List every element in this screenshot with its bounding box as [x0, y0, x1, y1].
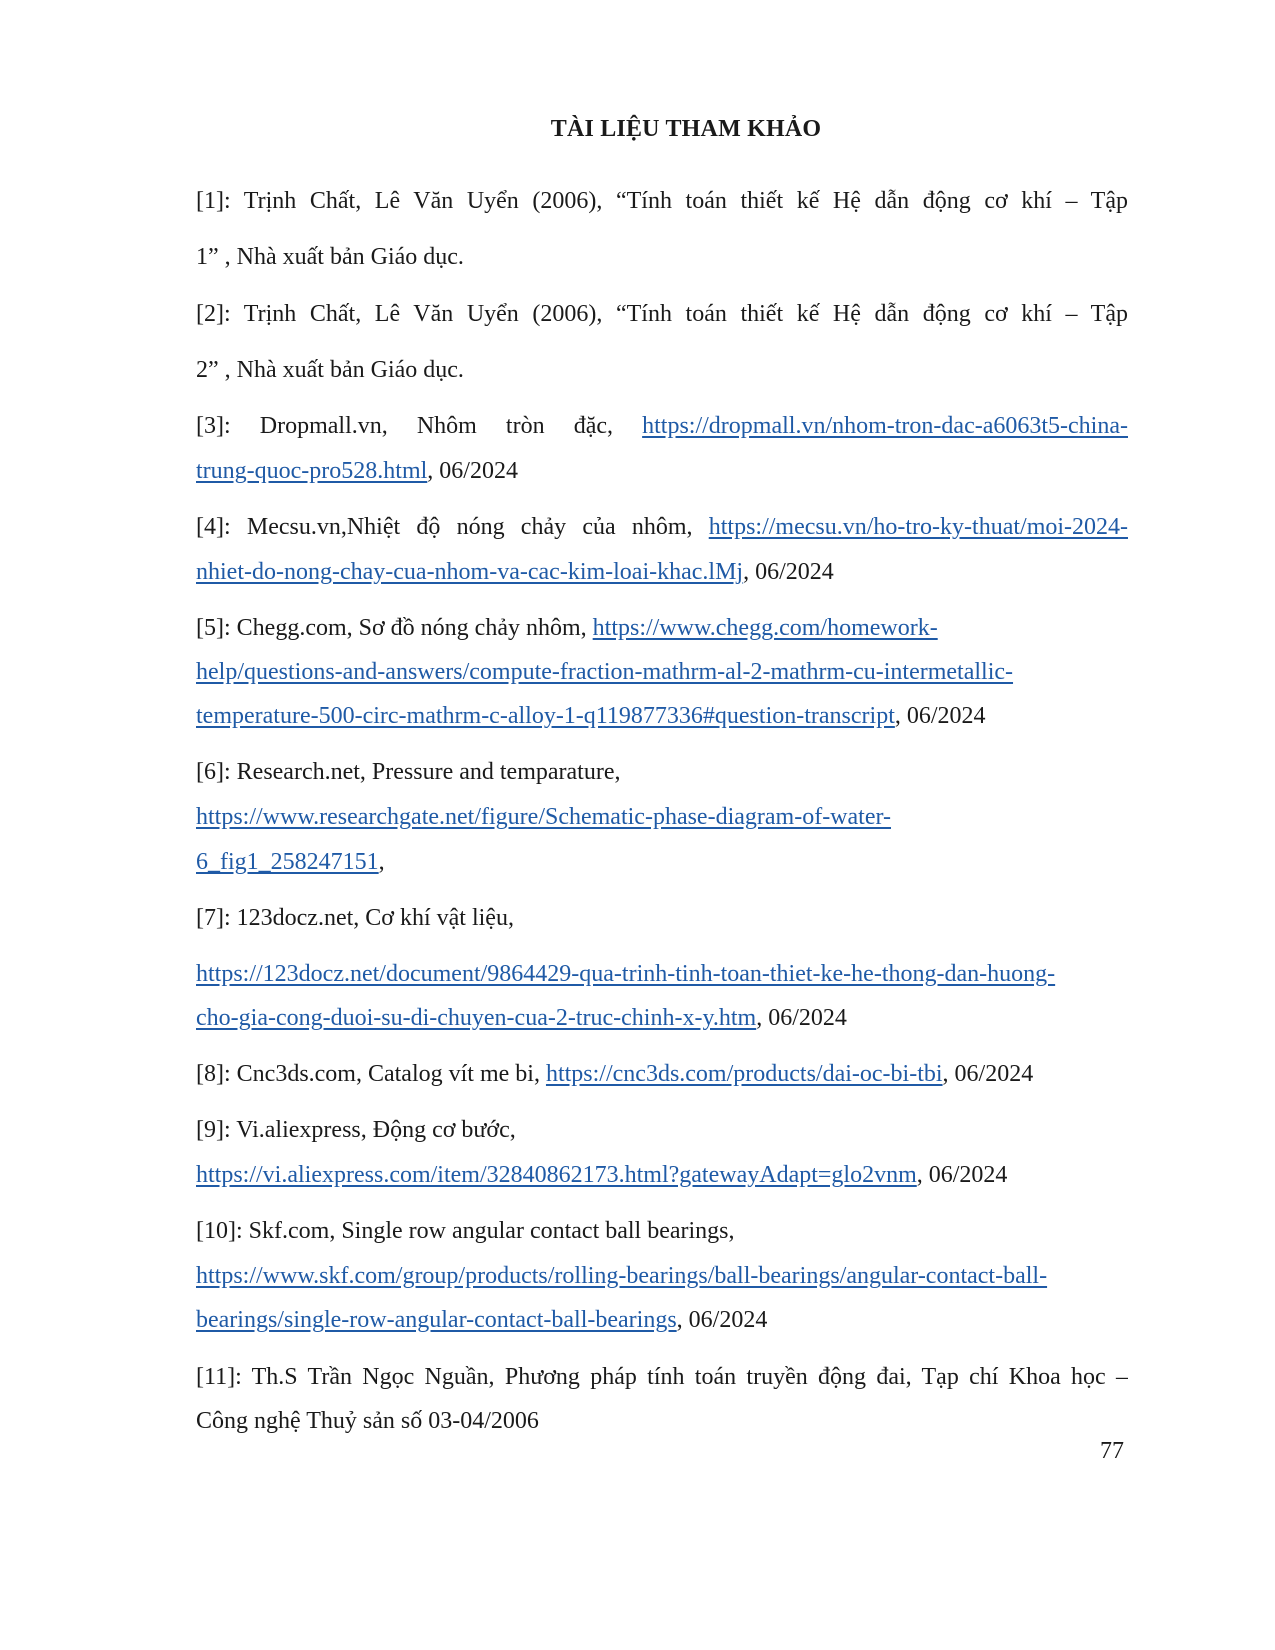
ref-11-line-1: [11]: Th.S Trần Ngọc Nguần, Phương pháp tính toán truyền động đai, Tạp chí Khoa học –: [196, 1364, 1128, 1390]
ref-4-link[interactable]: https://mecsu.vn/ho-tro-ky-thuat/moi-2024-: [708, 514, 1128, 540]
ref-4-line-2: [196, 557, 834, 587]
ref-2-line-1: [2]: Trịnh Chất, Lê Văn Uyển (2006), “Tính toán thiết kế Hệ dẫn động cơ khí – Tập: [196, 301, 1128, 327]
ref-9-link[interactable]: https://vi.aliexpress.com/item/32840862173.html?gatewayAdapt=glo2vnm: [196, 1162, 917, 1188]
ref-8-date: , 06/2024: [942, 1061, 1034, 1087]
ref-5-link[interactable]: https://www.chegg.com/homework-: [592, 615, 938, 641]
ref-11-line-2: Công nghệ Thuỷ sản số 03-04/2006: [196, 1408, 539, 1434]
ref-5-text: [5]: Chegg.com, Sơ đồ nóng chảy nhôm,: [196, 615, 587, 641]
ref-6-link-cont[interactable]: 6_fig1_258247151: [196, 849, 379, 875]
ref-7-line-3: [196, 1003, 847, 1033]
ref-8-link[interactable]: https://cnc3ds.com/products/dai-oc-bi-tbi: [545, 1061, 943, 1087]
ref-4-line-1: [196, 512, 1128, 542]
ref-3-link[interactable]: https://dropmall.vn/nhom-tron-dac-a6063t5-china-: [642, 413, 1128, 439]
ref-8-text: [8]: Cnc3ds.com, Catalog vít me bi,: [196, 1061, 540, 1087]
ref-8-line-1: [196, 1059, 1033, 1089]
ref-5-link-cont-1[interactable]: help/questions-and-answers/compute-fraction-mathrm-al-2-mathrm-cu-intermetallic-: [196, 659, 1014, 685]
ref-1-line-2: 1” , Nhà xuất bản Giáo dục.: [196, 244, 464, 270]
ref-4-link-cont[interactable]: nhiet-do-nong-chay-cua-nhom-va-cac-kim-loai-khac.lMj: [196, 559, 744, 585]
ref-9-line-1: [9]: Vi.aliexpress, Động cơ bước,: [196, 1117, 516, 1143]
ref-3-date: , 06/2024: [427, 458, 518, 484]
ref-3-line-2: [196, 456, 518, 486]
ref-3-line-1: [196, 411, 1128, 441]
ref-6-line-1: [6]: Research.net, Pressure and temparature,: [196, 759, 621, 785]
ref-7-date: , 06/2024: [756, 1005, 847, 1031]
ref-10-line-2: [196, 1261, 1047, 1291]
ref-5-line-1: [196, 613, 938, 643]
ref-9-line-2: [196, 1160, 1007, 1190]
ref-10-line-1: [10]: Skf.com, Single row angular contact ball bearings,: [196, 1218, 735, 1244]
ref-5-date: , 06/2024: [894, 703, 986, 729]
ref-6-line-3: [196, 847, 385, 877]
ref-5-link-cont-2[interactable]: temperature-500-circ-mathrm-c-alloy-1-q119877336#question-transcript: [196, 703, 895, 729]
ref-7-line-1: [7]: 123docz.net, Cơ khí vật liệu,: [196, 905, 514, 931]
ref-6-punct: ,: [378, 849, 385, 875]
ref-10-date: , 06/2024: [676, 1307, 768, 1333]
ref-3-text: [3]: Dropmall.vn, Nhôm tròn đặc,: [196, 413, 613, 439]
ref-5-line-2: [196, 657, 1013, 687]
page-title: TÀI LIỆU THAM KHẢO: [550, 116, 822, 142]
ref-7-link-cont[interactable]: cho-gia-cong-duoi-su-di-chuyen-cua-2-truc-chinh-x-y.htm: [196, 1005, 757, 1031]
ref-4-text: [4]: Mecsu.vn,Nhiệt độ nóng chảy của nhôm,: [196, 514, 693, 540]
ref-6-link[interactable]: https://www.researchgate.net/figure/Schematic-phase-diagram-of-water-: [196, 804, 891, 830]
ref-4-date: , 06/2024: [743, 559, 834, 585]
ref-6-line-2: [196, 802, 891, 832]
page-number: 77: [1100, 1438, 1124, 1464]
ref-10-link[interactable]: https://www.skf.com/group/products/rolling-bearings/ball-bearings/angular-contact-ball-: [196, 1263, 1048, 1289]
ref-3-link-cont[interactable]: trung-quoc-pro528.html: [196, 458, 428, 484]
ref-1-line-1: [1]: Trịnh Chất, Lê Văn Uyển (2006), “Tính toán thiết kế Hệ dẫn động cơ khí – Tập: [196, 188, 1128, 214]
ref-9-date: , 06/2024: [916, 1162, 1008, 1188]
ref-7-line-2: [196, 959, 1055, 989]
ref-5-line-3: [196, 701, 986, 731]
ref-10-line-3: [196, 1305, 767, 1335]
ref-7-link[interactable]: https://123docz.net/document/9864429-qua-trinh-tinh-toan-thiet-ke-he-thong-dan-huong-: [196, 961, 1056, 987]
ref-2-line-2: 2” , Nhà xuất bản Giáo dục.: [196, 357, 464, 383]
ref-10-link-cont[interactable]: bearings/single-row-angular-contact-ball-bearings: [196, 1307, 677, 1333]
